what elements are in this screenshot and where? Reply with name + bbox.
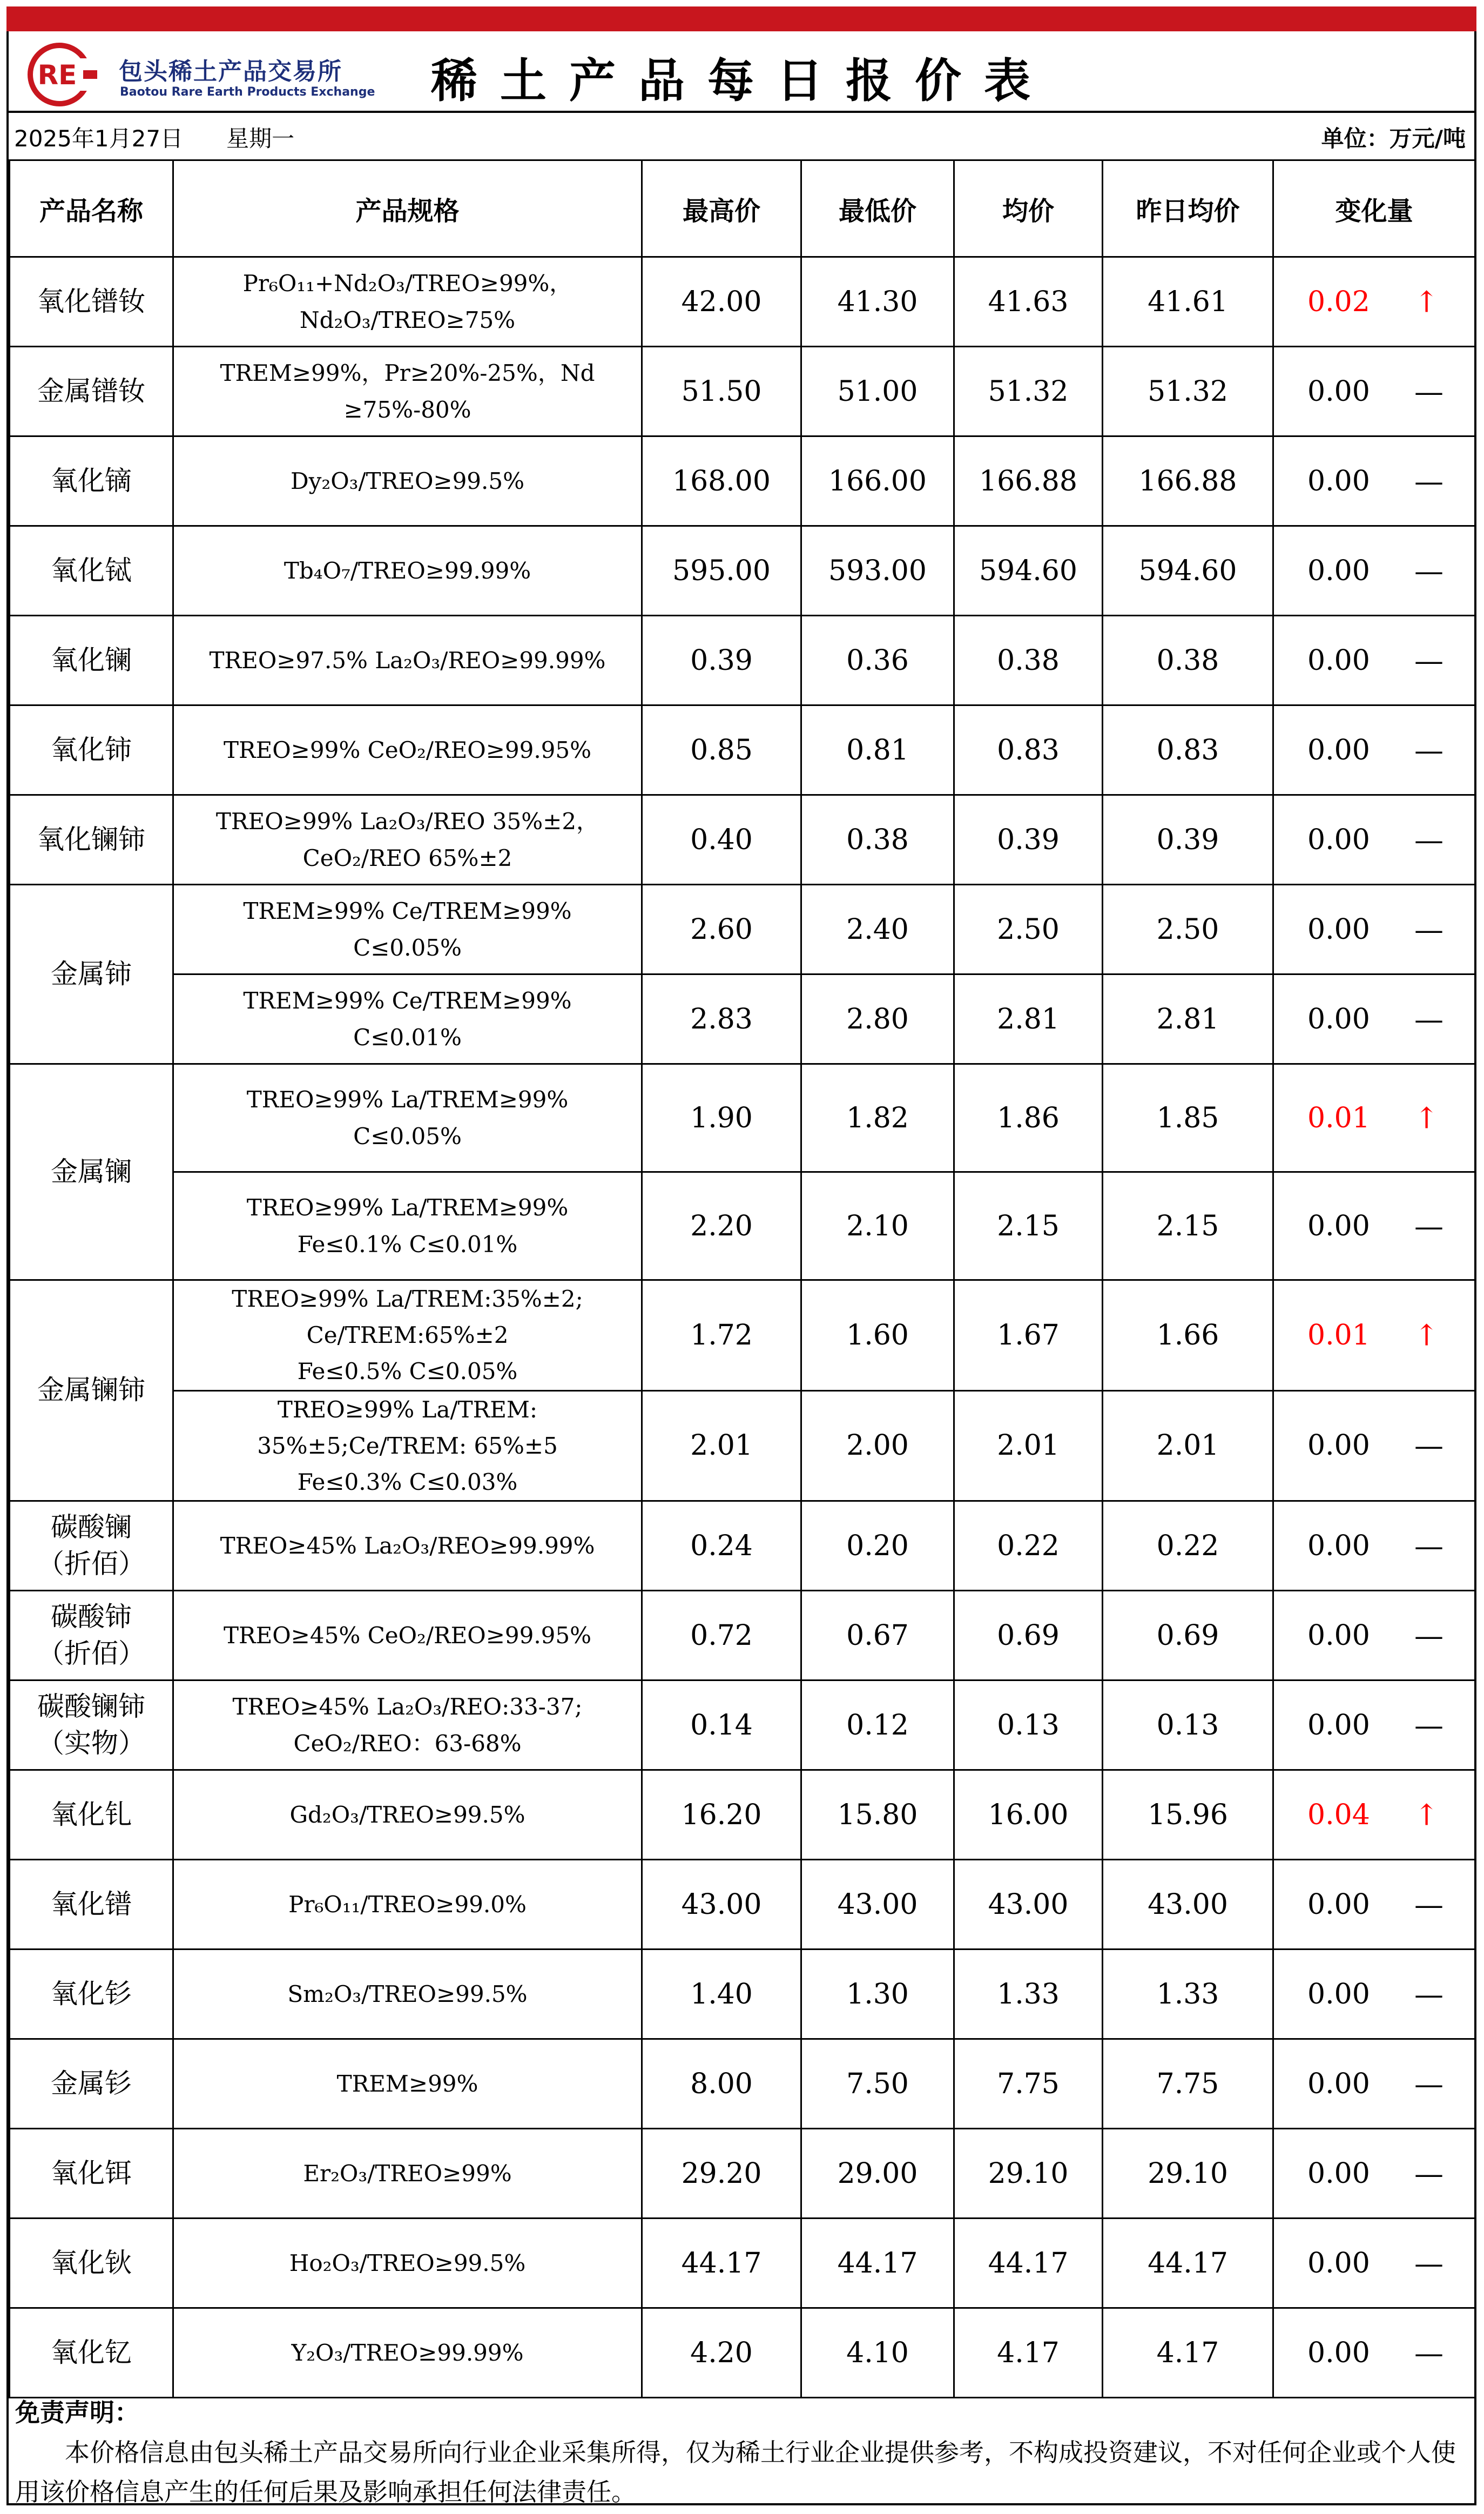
price-high: 168.00	[642, 436, 801, 526]
price-change	[1273, 436, 1475, 526]
table-row	[10, 347, 1475, 436]
price-high: 2.83	[642, 974, 801, 1064]
price-avg: 2.01	[954, 1390, 1103, 1501]
price-avg: 16.00	[954, 1770, 1103, 1860]
weekday-text: 星期一	[226, 125, 295, 152]
product-name: 碳酸镧 （折佰）	[10, 1501, 173, 1591]
dash-icon: —	[1414, 1708, 1443, 1743]
product-name: 氧化钐	[10, 1950, 173, 2039]
price-prev: 51.32	[1103, 347, 1273, 436]
price-low: 4.10	[801, 2308, 954, 2398]
dash-icon: —	[1414, 643, 1443, 677]
price-change	[1273, 974, 1475, 1064]
table-row	[10, 1770, 1475, 1860]
price-low: 1.82	[801, 1064, 954, 1172]
price-prev: 0.69	[1103, 1591, 1273, 1681]
table-row	[10, 2219, 1475, 2308]
product-spec: TREO≥99% La₂O₃/REO 35%±2， CeO₂/REO 65%±2	[173, 795, 642, 885]
product-spec: TREO≥99% La/TREM:35%±2; Ce/TREM:65%±2 Fe≤0.5% C≤0.05%	[173, 1280, 642, 1391]
dash-icon: —	[1414, 2246, 1443, 2281]
col-header-name: 产品名称	[10, 160, 173, 257]
up-arrow-icon: ↑	[1414, 1101, 1439, 1135]
price-avg: 2.15	[954, 1172, 1103, 1280]
up-arrow-icon: ↑	[1414, 285, 1439, 319]
change-value: 0.00	[1307, 823, 1370, 856]
product-name: 氧化钆	[10, 1770, 173, 1860]
price-avg: 166.88	[954, 436, 1103, 526]
price-avg: 1.67	[954, 1280, 1103, 1391]
price-prev: 2.01	[1103, 1390, 1273, 1501]
price-change	[1273, 347, 1475, 436]
price-low: 2.80	[801, 974, 954, 1064]
price-avg: 2.81	[954, 974, 1103, 1064]
disclaimer-heading: 免责声明：	[15, 2398, 139, 2427]
product-name: 金属铈	[10, 885, 173, 1064]
logo-english-name: Baotou Rare Earth Products Exchange	[120, 85, 375, 99]
dash-icon: —	[1414, 1529, 1443, 1563]
price-high: 0.24	[642, 1501, 801, 1591]
price-prev: 0.83	[1103, 705, 1273, 795]
page-title: 稀土产品每日报价表	[431, 54, 1053, 108]
price-prev: 0.38	[1103, 616, 1273, 705]
change-value: 0.00	[1307, 1888, 1370, 1921]
price-low: 15.80	[801, 1770, 954, 1860]
price-avg: 594.60	[954, 526, 1103, 616]
change-value: 0.00	[1307, 2336, 1370, 2369]
price-change	[1273, 1280, 1475, 1391]
table-row	[10, 1064, 1475, 1172]
price-avg: 1.86	[954, 1064, 1103, 1172]
price-high: 1.90	[642, 1064, 801, 1172]
change-value: 0.00	[1307, 554, 1370, 587]
product-name: 氧化铽	[10, 526, 173, 616]
price-high: 0.85	[642, 705, 801, 795]
product-spec: TREO≥45% La₂O₃/REO:33-37; CeO₂/REO：63-68%	[173, 1681, 642, 1770]
change-value: 0.00	[1307, 2067, 1370, 2100]
price-change	[1273, 1860, 1475, 1950]
dash-icon: —	[1414, 374, 1443, 408]
price-change	[1273, 1064, 1475, 1172]
product-name: 氧化铒	[10, 2129, 173, 2219]
col-header-low: 最低价	[801, 160, 954, 257]
dash-icon: —	[1414, 1887, 1443, 1922]
price-low: 44.17	[801, 2219, 954, 2308]
price-avg: 2.50	[954, 885, 1103, 974]
dash-icon: —	[1414, 733, 1443, 767]
product-name: 碳酸铈 （折佰）	[10, 1591, 173, 1681]
price-prev: 166.88	[1103, 436, 1273, 526]
price-high: 51.50	[642, 347, 801, 436]
dash-icon: —	[1414, 912, 1443, 946]
product-spec: TREO≥99% La/TREM≥99% Fe≤0.1% C≤0.01%	[173, 1172, 642, 1280]
col-header-spec: 产品规格	[173, 160, 642, 257]
dash-icon: —	[1414, 1428, 1443, 1463]
price-change	[1273, 526, 1475, 616]
price-low: 0.36	[801, 616, 954, 705]
price-avg: 7.75	[954, 2039, 1103, 2129]
product-name: 氧化镧铈	[10, 795, 173, 885]
change-value: 0.00	[1307, 2157, 1370, 2190]
product-spec: Sm₂O₃/TREO≥99.5%	[173, 1950, 642, 2039]
table-row	[10, 2308, 1475, 2398]
price-high: 44.17	[642, 2219, 801, 2308]
change-value: 0.00	[1307, 1978, 1370, 2011]
price-avg: 51.32	[954, 347, 1103, 436]
table-row	[10, 616, 1475, 705]
price-avg: 0.83	[954, 705, 1103, 795]
product-spec: TREO≥99% La/TREM≥99% C≤0.05%	[173, 1064, 642, 1172]
price-low: 593.00	[801, 526, 954, 616]
price-avg: 0.39	[954, 795, 1103, 885]
product-name: 金属镧	[10, 1064, 173, 1280]
table-row	[10, 795, 1475, 885]
dash-icon: —	[1414, 1209, 1443, 1243]
table-row	[10, 705, 1475, 795]
disclaimer-body: 本价格信息由包头稀土产品交易所向行业企业采集所得，仅为稀土行业企业提供参考，不构成投资建议，不对任何企业或个人使用该价格信息产生的任何后果及影响承担任何法律责任。	[15, 2437, 1456, 2507]
price-low: 7.50	[801, 2039, 954, 2129]
product-spec: TREO≥45% CeO₂/REO≥99.95%	[173, 1591, 642, 1681]
col-header-change: 变化量	[1273, 160, 1475, 257]
price-change	[1273, 2039, 1475, 2129]
price-prev: 7.75	[1103, 2039, 1273, 2129]
price-low: 51.00	[801, 347, 954, 436]
product-spec: Er₂O₃/TREO≥99%	[173, 2129, 642, 2219]
change-value: 0.02	[1307, 285, 1370, 318]
change-value: 0.04	[1307, 1798, 1370, 1831]
price-prev: 2.81	[1103, 974, 1273, 1064]
price-unit: 单位：万元/吨	[1321, 125, 1466, 152]
product-spec: TREO≥97.5% La₂O₃/REO≥99.99%	[173, 616, 642, 705]
dash-icon: —	[1414, 1977, 1443, 2012]
product-spec: TREM≥99% Ce/TREM≥99% C≤0.05%	[173, 885, 642, 974]
price-low: 1.30	[801, 1950, 954, 2039]
table-row	[10, 2129, 1475, 2219]
price-change	[1273, 1770, 1475, 1860]
product-name: 氧化镨	[10, 1860, 173, 1950]
price-prev: 44.17	[1103, 2219, 1273, 2308]
price-prev: 29.10	[1103, 2129, 1273, 2219]
price-prev: 1.33	[1103, 1950, 1273, 2039]
report-date	[14, 121, 294, 153]
price-high: 16.20	[642, 1770, 801, 1860]
price-low: 0.12	[801, 1681, 954, 1770]
price-change	[1273, 1390, 1475, 1501]
change-value: 0.00	[1307, 1003, 1370, 1036]
up-arrow-icon: ↑	[1414, 1798, 1439, 1832]
price-low: 0.81	[801, 705, 954, 795]
table-row	[10, 257, 1475, 347]
change-value: 0.00	[1307, 1529, 1370, 1562]
price-change	[1273, 2219, 1475, 2308]
product-name: 氧化铈	[10, 705, 173, 795]
price-low: 2.40	[801, 885, 954, 974]
table-row	[10, 1950, 1475, 2039]
price-high: 1.40	[642, 1950, 801, 2039]
up-arrow-icon: ↑	[1414, 1318, 1439, 1353]
table-row	[10, 1860, 1475, 1950]
price-high: 2.60	[642, 885, 801, 974]
price-low: 0.38	[801, 795, 954, 885]
top-red-bar	[6, 6, 1476, 31]
dash-icon: —	[1414, 2067, 1443, 2101]
dash-icon: —	[1414, 2156, 1443, 2191]
price-high: 1.72	[642, 1280, 801, 1391]
product-spec: Ho₂O₃/TREO≥99.5%	[173, 2219, 642, 2308]
title-divider	[9, 111, 1474, 113]
price-prev: 0.22	[1103, 1501, 1273, 1591]
change-value: 0.00	[1307, 1209, 1370, 1242]
price-high: 42.00	[642, 257, 801, 347]
table-row	[10, 436, 1475, 526]
price-prev: 4.17	[1103, 2308, 1273, 2398]
dash-icon: —	[1414, 2336, 1443, 2370]
logo-chinese-name: 包头稀土产品交易所	[119, 58, 342, 85]
svg-text:RE: RE	[37, 59, 77, 91]
price-high: 0.72	[642, 1591, 801, 1681]
change-value: 0.00	[1307, 465, 1370, 498]
dash-icon: —	[1414, 823, 1443, 857]
price-change	[1273, 1681, 1475, 1770]
col-header-avg: 均价	[954, 160, 1103, 257]
disclaimer	[15, 2393, 1468, 2512]
table-row	[10, 974, 1475, 1064]
price-change	[1273, 2129, 1475, 2219]
product-name: 金属钐	[10, 2039, 173, 2129]
table-row	[10, 885, 1475, 974]
price-high: 8.00	[642, 2039, 801, 2129]
price-prev: 0.39	[1103, 795, 1273, 885]
price-change	[1273, 2308, 1475, 2398]
price-prev: 594.60	[1103, 526, 1273, 616]
product-name: 氧化镨钕	[10, 257, 173, 347]
table-row	[10, 2039, 1475, 2129]
price-low: 41.30	[801, 257, 954, 347]
table-row	[10, 1280, 1475, 1391]
price-low: 166.00	[801, 436, 954, 526]
table-row	[10, 1501, 1475, 1591]
change-value: 0.00	[1307, 1709, 1370, 1742]
price-avg: 0.38	[954, 616, 1103, 705]
change-value: 0.00	[1307, 1429, 1370, 1462]
product-spec: TREM≥99% Ce/TREM≥99% C≤0.01%	[173, 974, 642, 1064]
change-value: 0.00	[1307, 913, 1370, 946]
price-low: 1.60	[801, 1280, 954, 1391]
table-row	[10, 1681, 1475, 1770]
price-avg: 43.00	[954, 1860, 1103, 1950]
product-spec: Gd₂O₃/TREO≥99.5%	[173, 1770, 642, 1860]
price-change	[1273, 705, 1475, 795]
product-spec: TREM≥99%	[173, 2039, 642, 2129]
product-spec: TREM≥99%，Pr≥20%-25%，Nd ≥75%-80%	[173, 347, 642, 436]
col-header-prev: 昨日均价	[1103, 160, 1273, 257]
price-change	[1273, 1172, 1475, 1280]
product-spec: TREO≥99% CeO₂/REO≥99.95%	[173, 705, 642, 795]
product-name: 氧化钇	[10, 2308, 173, 2398]
price-avg: 0.69	[954, 1591, 1103, 1681]
price-low: 43.00	[801, 1860, 954, 1950]
price-avg: 44.17	[954, 2219, 1103, 2308]
table-row	[10, 1591, 1475, 1681]
price-high: 0.14	[642, 1681, 801, 1770]
price-prev: 2.50	[1103, 885, 1273, 974]
price-avg: 1.33	[954, 1950, 1103, 2039]
price-prev: 43.00	[1103, 1860, 1273, 1950]
price-prev: 2.15	[1103, 1172, 1273, 1280]
price-change	[1273, 885, 1475, 974]
table-row	[10, 1172, 1475, 1280]
product-name: 金属镧铈	[10, 1280, 173, 1501]
price-change	[1273, 1591, 1475, 1681]
dash-icon: —	[1414, 1002, 1443, 1036]
price-change	[1273, 257, 1475, 347]
price-change	[1273, 795, 1475, 885]
dash-icon: —	[1414, 1618, 1443, 1653]
product-name: 碳酸镧铈 （实物）	[10, 1681, 173, 1770]
col-header-high: 最高价	[642, 160, 801, 257]
price-avg: 29.10	[954, 2129, 1103, 2219]
price-change	[1273, 616, 1475, 705]
dash-icon: —	[1414, 464, 1443, 498]
change-value: 0.00	[1307, 2247, 1370, 2280]
price-high: 2.20	[642, 1172, 801, 1280]
price-change	[1273, 1501, 1475, 1591]
price-avg: 0.22	[954, 1501, 1103, 1591]
change-value: 0.00	[1307, 734, 1370, 767]
price-high: 43.00	[642, 1860, 801, 1950]
date-text: 2025年1月27日	[14, 125, 184, 152]
price-prev: 15.96	[1103, 1770, 1273, 1860]
product-spec: Y₂O₃/TREO≥99.99%	[173, 2308, 642, 2398]
price-low: 2.10	[801, 1172, 954, 1280]
product-spec: TREO≥99% La/TREM: 35%±5;Ce/TREM: 65%±5 Fe≤0.3% C≤0.03%	[173, 1390, 642, 1501]
product-name: 金属镨钕	[10, 347, 173, 436]
product-name: 氧化钬	[10, 2219, 173, 2308]
price-low: 0.20	[801, 1501, 954, 1591]
price-prev: 41.61	[1103, 257, 1273, 347]
price-change	[1273, 1950, 1475, 2039]
product-name: 氧化镝	[10, 436, 173, 526]
change-value: 0.00	[1307, 375, 1370, 408]
dash-icon: —	[1414, 554, 1443, 588]
price-high: 0.40	[642, 795, 801, 885]
price-prev: 1.66	[1103, 1280, 1273, 1391]
product-spec: Pr₆O₁₁+Nd₂O₃/TREO≥99%， Nd₂O₃/TREO≥75%	[173, 257, 642, 347]
change-value: 0.00	[1307, 1619, 1370, 1652]
price-low: 0.67	[801, 1591, 954, 1681]
change-value: 0.00	[1307, 644, 1370, 677]
price-high: 0.39	[642, 616, 801, 705]
price-high: 4.20	[642, 2308, 801, 2398]
price-avg: 0.13	[954, 1681, 1103, 1770]
price-table	[9, 159, 1476, 2398]
price-low: 29.00	[801, 2129, 954, 2219]
product-spec: Dy₂O₃/TREO≥99.5%	[173, 436, 642, 526]
table-header-row	[10, 160, 1475, 257]
price-high: 2.01	[642, 1390, 801, 1501]
price-high: 29.20	[642, 2129, 801, 2219]
change-value: 0.01	[1307, 1101, 1370, 1134]
price-prev: 1.85	[1103, 1064, 1273, 1172]
price-avg: 41.63	[954, 257, 1103, 347]
price-low: 2.00	[801, 1390, 954, 1501]
table-row	[10, 1390, 1475, 1501]
price-avg: 4.17	[954, 2308, 1103, 2398]
price-prev: 0.13	[1103, 1681, 1273, 1770]
product-spec: Pr₆O₁₁/TREO≥99.0%	[173, 1860, 642, 1950]
change-value: 0.01	[1307, 1319, 1370, 1352]
table-row	[10, 526, 1475, 616]
price-high: 595.00	[642, 526, 801, 616]
product-name: 氧化镧	[10, 616, 173, 705]
product-spec: TREO≥45% La₂O₃/REO≥99.99%	[173, 1501, 642, 1591]
product-spec: Tb₄O₇/TREO≥99.99%	[173, 526, 642, 616]
